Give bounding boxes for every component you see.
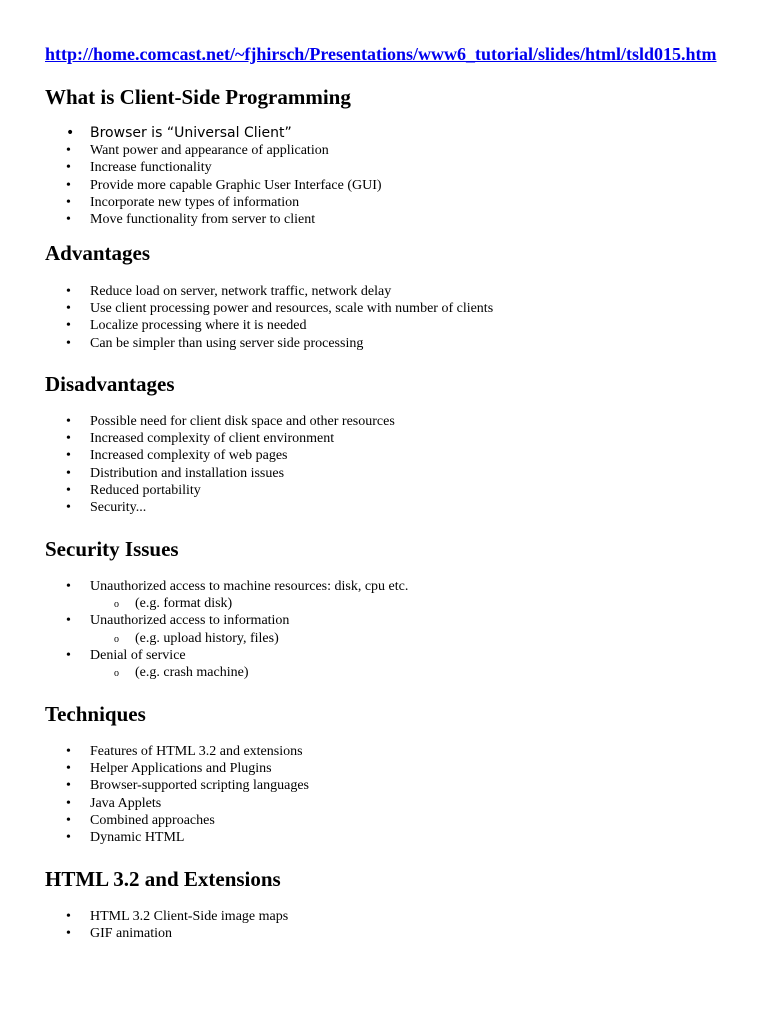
list-item-text: Unauthorized access to information <box>90 613 290 629</box>
section-heading-security-issues: Security Issues <box>45 537 179 561</box>
list-item: • Security... <box>0 499 700 516</box>
sub-list-item: o (e.g. crash machine) <box>90 664 700 681</box>
list-item: • Want power and appearance of application <box>0 142 700 159</box>
list-item: • Can be simpler than using server side processing <box>0 335 700 352</box>
section-list-disadvantages <box>0 413 700 516</box>
list-item <box>0 578 700 612</box>
section-list-security-issues <box>0 578 700 681</box>
list-item: • Possible need for client disk space and other resources <box>0 413 700 430</box>
list-item: • Reduced portability <box>0 482 700 499</box>
list-item: • Helper Applications and Plugins <box>0 760 700 777</box>
list-item: • GIF animation <box>0 925 700 942</box>
list-item <box>0 612 700 646</box>
list-item: • Browser-supported scripting languages <box>0 777 700 794</box>
list-item: • Features of HTML 3.2 and extensions <box>0 743 700 760</box>
list-item: • Provide more capable Graphic User Interface (GUI) <box>0 177 700 194</box>
list-item: • Distribution and installation issues <box>0 465 700 482</box>
section-list-advantages <box>0 283 700 352</box>
list-item: • Browser is “Universal Client” <box>0 125 700 142</box>
list-item <box>0 647 700 681</box>
section-list-techniques <box>0 743 700 846</box>
list-item: • Move functionality from server to client <box>0 211 700 228</box>
list-item: • Incorporate new types of information <box>0 194 700 211</box>
source-url-link[interactable]: http://home.comcast.net/~fjhirsch/Presentations/www6_tutorial/slides/html/tsld015.htm <box>45 44 717 64</box>
sub-list-item: o (e.g. format disk) <box>90 595 700 612</box>
section-list-html-extensions <box>0 908 700 942</box>
section-list-client-side-programming <box>0 125 700 228</box>
list-item: • Increased complexity of client environment <box>0 430 700 447</box>
section-heading-disadvantages: Disadvantages <box>45 372 175 396</box>
section-heading-advantages: Advantages <box>45 241 151 265</box>
list-item: • Reduce load on server, network traffic, network delay <box>0 283 700 300</box>
section-heading-client-side-programming: What is Client-Side Programming <box>45 85 351 109</box>
sub-list <box>90 630 700 647</box>
list-item: • Increase functionality <box>0 159 700 176</box>
list-item: • Combined approaches <box>0 812 700 829</box>
section-heading-techniques: Techniques <box>45 702 146 726</box>
list-item: • Java Applets <box>0 795 700 812</box>
list-item: • Dynamic HTML <box>0 829 700 846</box>
list-item: • Increased complexity of web pages <box>0 447 700 464</box>
list-item-text: Denial of service <box>90 647 186 663</box>
sub-list <box>90 595 700 612</box>
list-item: • Use client processing power and resources, scale with number of clients <box>0 300 700 317</box>
list-item-text: Unauthorized access to machine resources: disk, cpu etc. <box>90 579 409 594</box>
sub-list <box>90 664 700 681</box>
list-item: • Localize processing where it is needed <box>0 317 700 334</box>
section-heading-html-extensions: HTML 3.2 and Extensions <box>45 867 281 891</box>
list-item: • HTML 3.2 Client-Side image maps <box>0 908 700 925</box>
sub-list-item: o (e.g. upload history, files) <box>90 630 700 647</box>
